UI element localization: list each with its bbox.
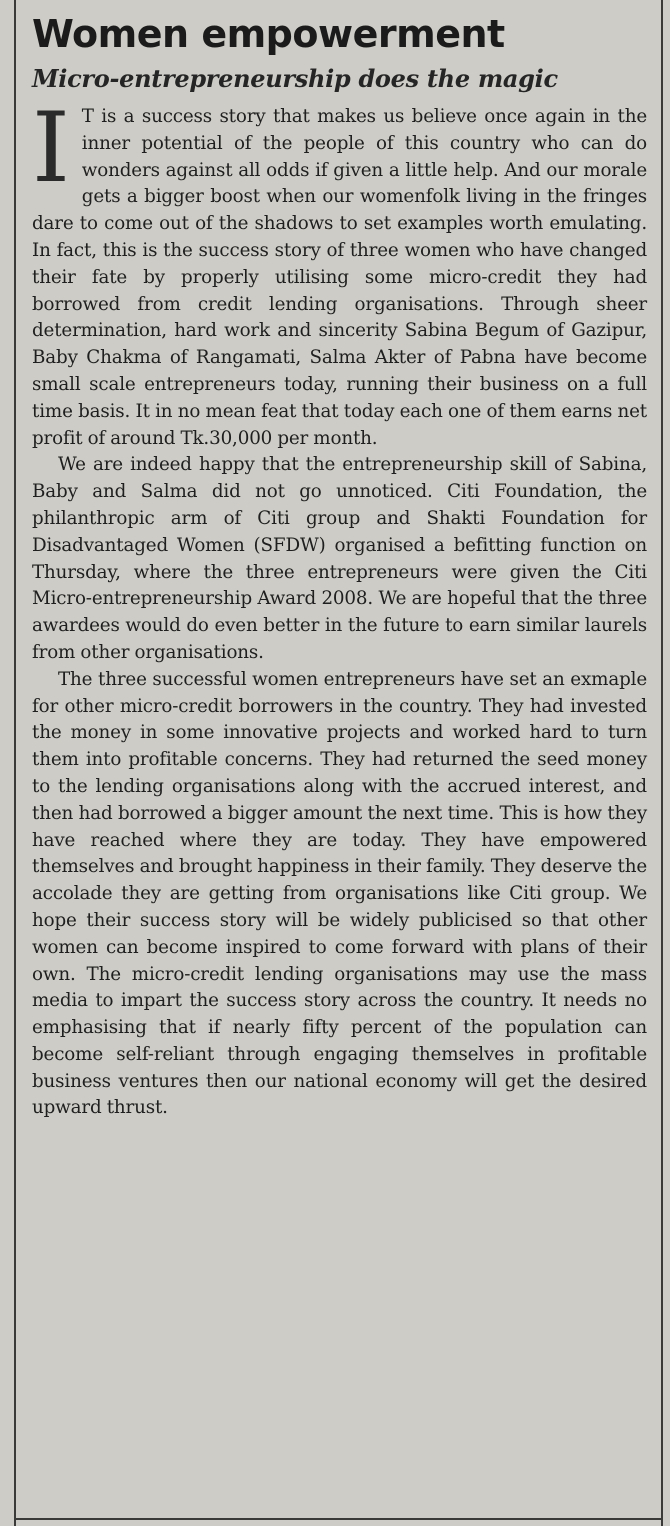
- paragraph-2: We are indeed happy that the entrepreneurship skill of Sabina, Baby and Salma did not go unnoticed. Citi Foundation, the philanthropic arm of Citi group and Shakti Foundation for Disadvantaged Women (SFDW) organised a befitting function on Thursday, where the three entrepreneurs were given the Citi Micro-entrepreneurship Award 2008. We are hopeful that the three awardees would do even better in the future to earn similar laurels from other organisations.: [32, 454, 647, 663]
- paragraph-1-text: T is a success story that makes us believe once again in the inner potential of the people of this country who can do wonders against all odds if given a little help. And our morale gets a bigger boost when our womenfolk living in the fringes dare to come out of the shadows to set examples worth emulating. In fact, this is the success story of three women who have changed their fate by properly utilising some micro-credit they had borrowed from credit lending organisations. Through sheer determination, hard work and sincerity Sabina Begum of Gazipur, Baby Chakma of Rangamati, Salma Akter of Pabna have become small scale entrepreneurs today, running their business on a full time basis. It in no mean feat that today each one of them earns net profit of around Tk.30,000 per month.: [32, 106, 647, 449]
- column-rule-bottom: [14, 1518, 663, 1520]
- article-body: [32, 92, 647, 1122]
- paragraph-3: The three successful women entrepreneurs have set an exmaple for other micro-credit borrowers in the country. They had invested the money in some innovative projects and worked hard to turn them into profitable concerns. They had returned the seed money to the lending organisations along with the accrued interest, and then had borrowed a bigger amount the next time. This is how they have reached where they are today. They have empowered themselves and brought happiness in their family. They deserve the accolade they are getting from organisations like Citi group. We hope their success story will be widely publicised so that other women can become inspired to come forward with plans of their own. The micro-credit lending organisations may use the mass media to impart the success story across the country. It needs no emphasising that if nearly fifty percent of the population can become self-reliant through engaging themselves in profitable business ventures then our national economy will get the desired upward thrust.: [32, 668, 647, 1119]
- article-subheadline: Micro-entrepreneurship does the magic: [32, 64, 558, 93]
- editorial-article: [32, 8, 647, 1122]
- drop-cap: I: [32, 92, 70, 204]
- paragraph-1: [32, 92, 647, 452]
- column-rule-right: [661, 0, 663, 1526]
- column-rule-left: [14, 0, 16, 1526]
- article-headline: Women empowerment: [32, 12, 505, 56]
